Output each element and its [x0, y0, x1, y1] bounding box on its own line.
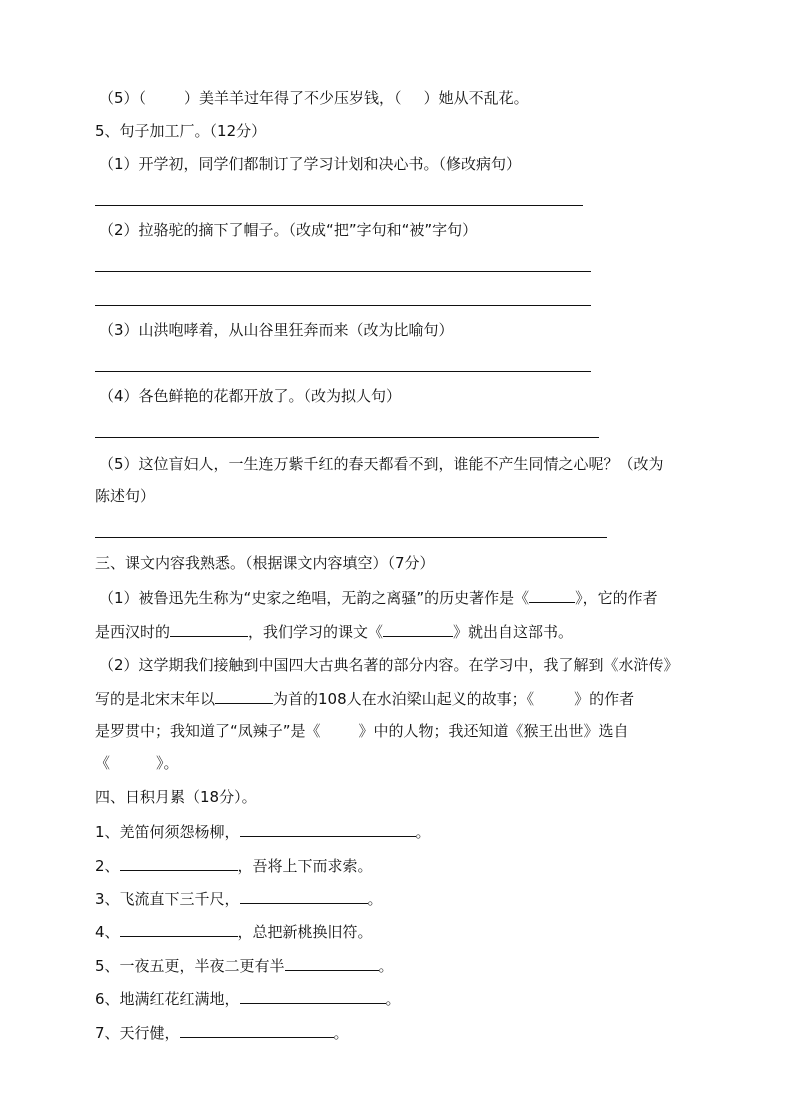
answer-line[interactable] [95, 205, 583, 206]
section4-item-6 [95, 988, 401, 1009]
text: 2、 [95, 857, 120, 875]
q4-item-5-num: （5）（ [99, 89, 147, 107]
text: 3、飞流直下三千尺， [95, 890, 240, 908]
text: 5、一夜五更，半夜二更有半 [95, 957, 285, 975]
section5-item-3: （3）山洪咆哮着，从山谷里狂奔而来（改为比喻句） [99, 321, 454, 339]
text: 1、羌笛何须怨杨柳， [95, 823, 240, 841]
fill-blank[interactable] [240, 888, 368, 904]
fill-blank[interactable] [215, 688, 273, 704]
section5-item-2: （2）拉骆驼的摘下了帽子。（改成“把”字句和“被”字句） [99, 221, 478, 239]
section4-item-3 [95, 888, 383, 909]
text: 为首的108人在水泊梁山起义的故事；《 [273, 690, 535, 708]
section5-item-5-cont: 陈述句） [95, 487, 156, 505]
text: 。 [367, 890, 383, 908]
text: ，总把新桃换旧符。 [237, 923, 373, 941]
answer-line[interactable] [95, 371, 591, 372]
text: ，我们学习的课文《 [248, 623, 384, 641]
section4-item-1 [95, 821, 431, 842]
section5-item-5: （5）这位盲妇人，一生连万紫千红的春天都看不到，谁能不产生同情之心呢？（改为 [99, 455, 664, 473]
text: 是西汉时的 [95, 623, 171, 641]
text: 7、天行健， [95, 1024, 180, 1042]
section4-item-5 [95, 955, 394, 976]
text: 》的作者 [574, 690, 635, 708]
fill-blank[interactable] [120, 855, 238, 871]
text: 。 [415, 823, 431, 841]
section4-item-2 [95, 855, 373, 876]
section5-title: 5、句子加工厂。（12分） [95, 122, 267, 140]
section4-title: 四、日积月累（18分）。 [95, 788, 257, 806]
fill-blank[interactable] [170, 621, 248, 637]
section4-item-7 [95, 1022, 349, 1043]
text: 》就出自这部书。 [453, 623, 574, 641]
answer-line[interactable] [95, 271, 591, 272]
text: 4、 [95, 923, 120, 941]
section3-p2-line3 [95, 721, 629, 741]
answer-line[interactable] [95, 305, 591, 306]
text: 6、地满红花红满地， [95, 990, 240, 1008]
fill-blank[interactable] [180, 1022, 334, 1038]
text: 》中的人物；我还知道《猴王出世》选自 [358, 722, 629, 740]
section3-p2-line1: （2）这学期我们接触到中国四大古典名著的部分内容。在学习中，我了解到《水浒传》 [99, 656, 679, 674]
text: 。 [385, 990, 401, 1008]
fill-blank[interactable] [529, 587, 575, 603]
fill-blank[interactable] [240, 821, 416, 837]
q4-item-5-mid: ）美羊羊过年得了不少压岁钱，（ [184, 89, 402, 107]
text: 。 [378, 957, 394, 975]
fill-blank[interactable] [240, 988, 386, 1004]
text: （1）被鲁迅先生称为“史家之绝唱，无韵之离骚”的历史著作是《 [99, 589, 530, 607]
section3-p1-line2 [95, 621, 573, 642]
text: 》，它的作者 [575, 589, 658, 607]
answer-line[interactable] [95, 537, 607, 538]
fill-blank[interactable] [285, 955, 379, 971]
fill-blank[interactable] [383, 621, 453, 637]
section5-item-1: （1）开学初，同学们都制订了学习计划和决心书。（修改病句） [99, 155, 522, 173]
q4-item-5-end: ）她从不乱花。 [423, 89, 529, 107]
section5-item-4: （4）各色鲜艳的花都开放了。（改为拟人句） [99, 387, 402, 405]
text: 》。 [156, 754, 179, 772]
section3-title: 三、课文内容我熟悉。（根据课文内容填空）（7分） [95, 554, 435, 572]
section3-p2-line4 [95, 753, 179, 773]
text: 《 [95, 754, 111, 772]
text: 。 [333, 1024, 349, 1042]
text: 写的是北宋末年以 [95, 690, 216, 708]
answer-line[interactable] [95, 437, 599, 438]
text: 是罗贯中；我知道了“凤辣子”是《 [95, 722, 321, 740]
section4-item-4 [95, 921, 373, 942]
section3-p2-line2 [95, 688, 634, 709]
section3-p1-line1 [99, 587, 658, 608]
fill-blank[interactable] [120, 921, 238, 937]
text: ，吾将上下而求索。 [237, 857, 373, 875]
q4-item-5 [99, 88, 529, 108]
